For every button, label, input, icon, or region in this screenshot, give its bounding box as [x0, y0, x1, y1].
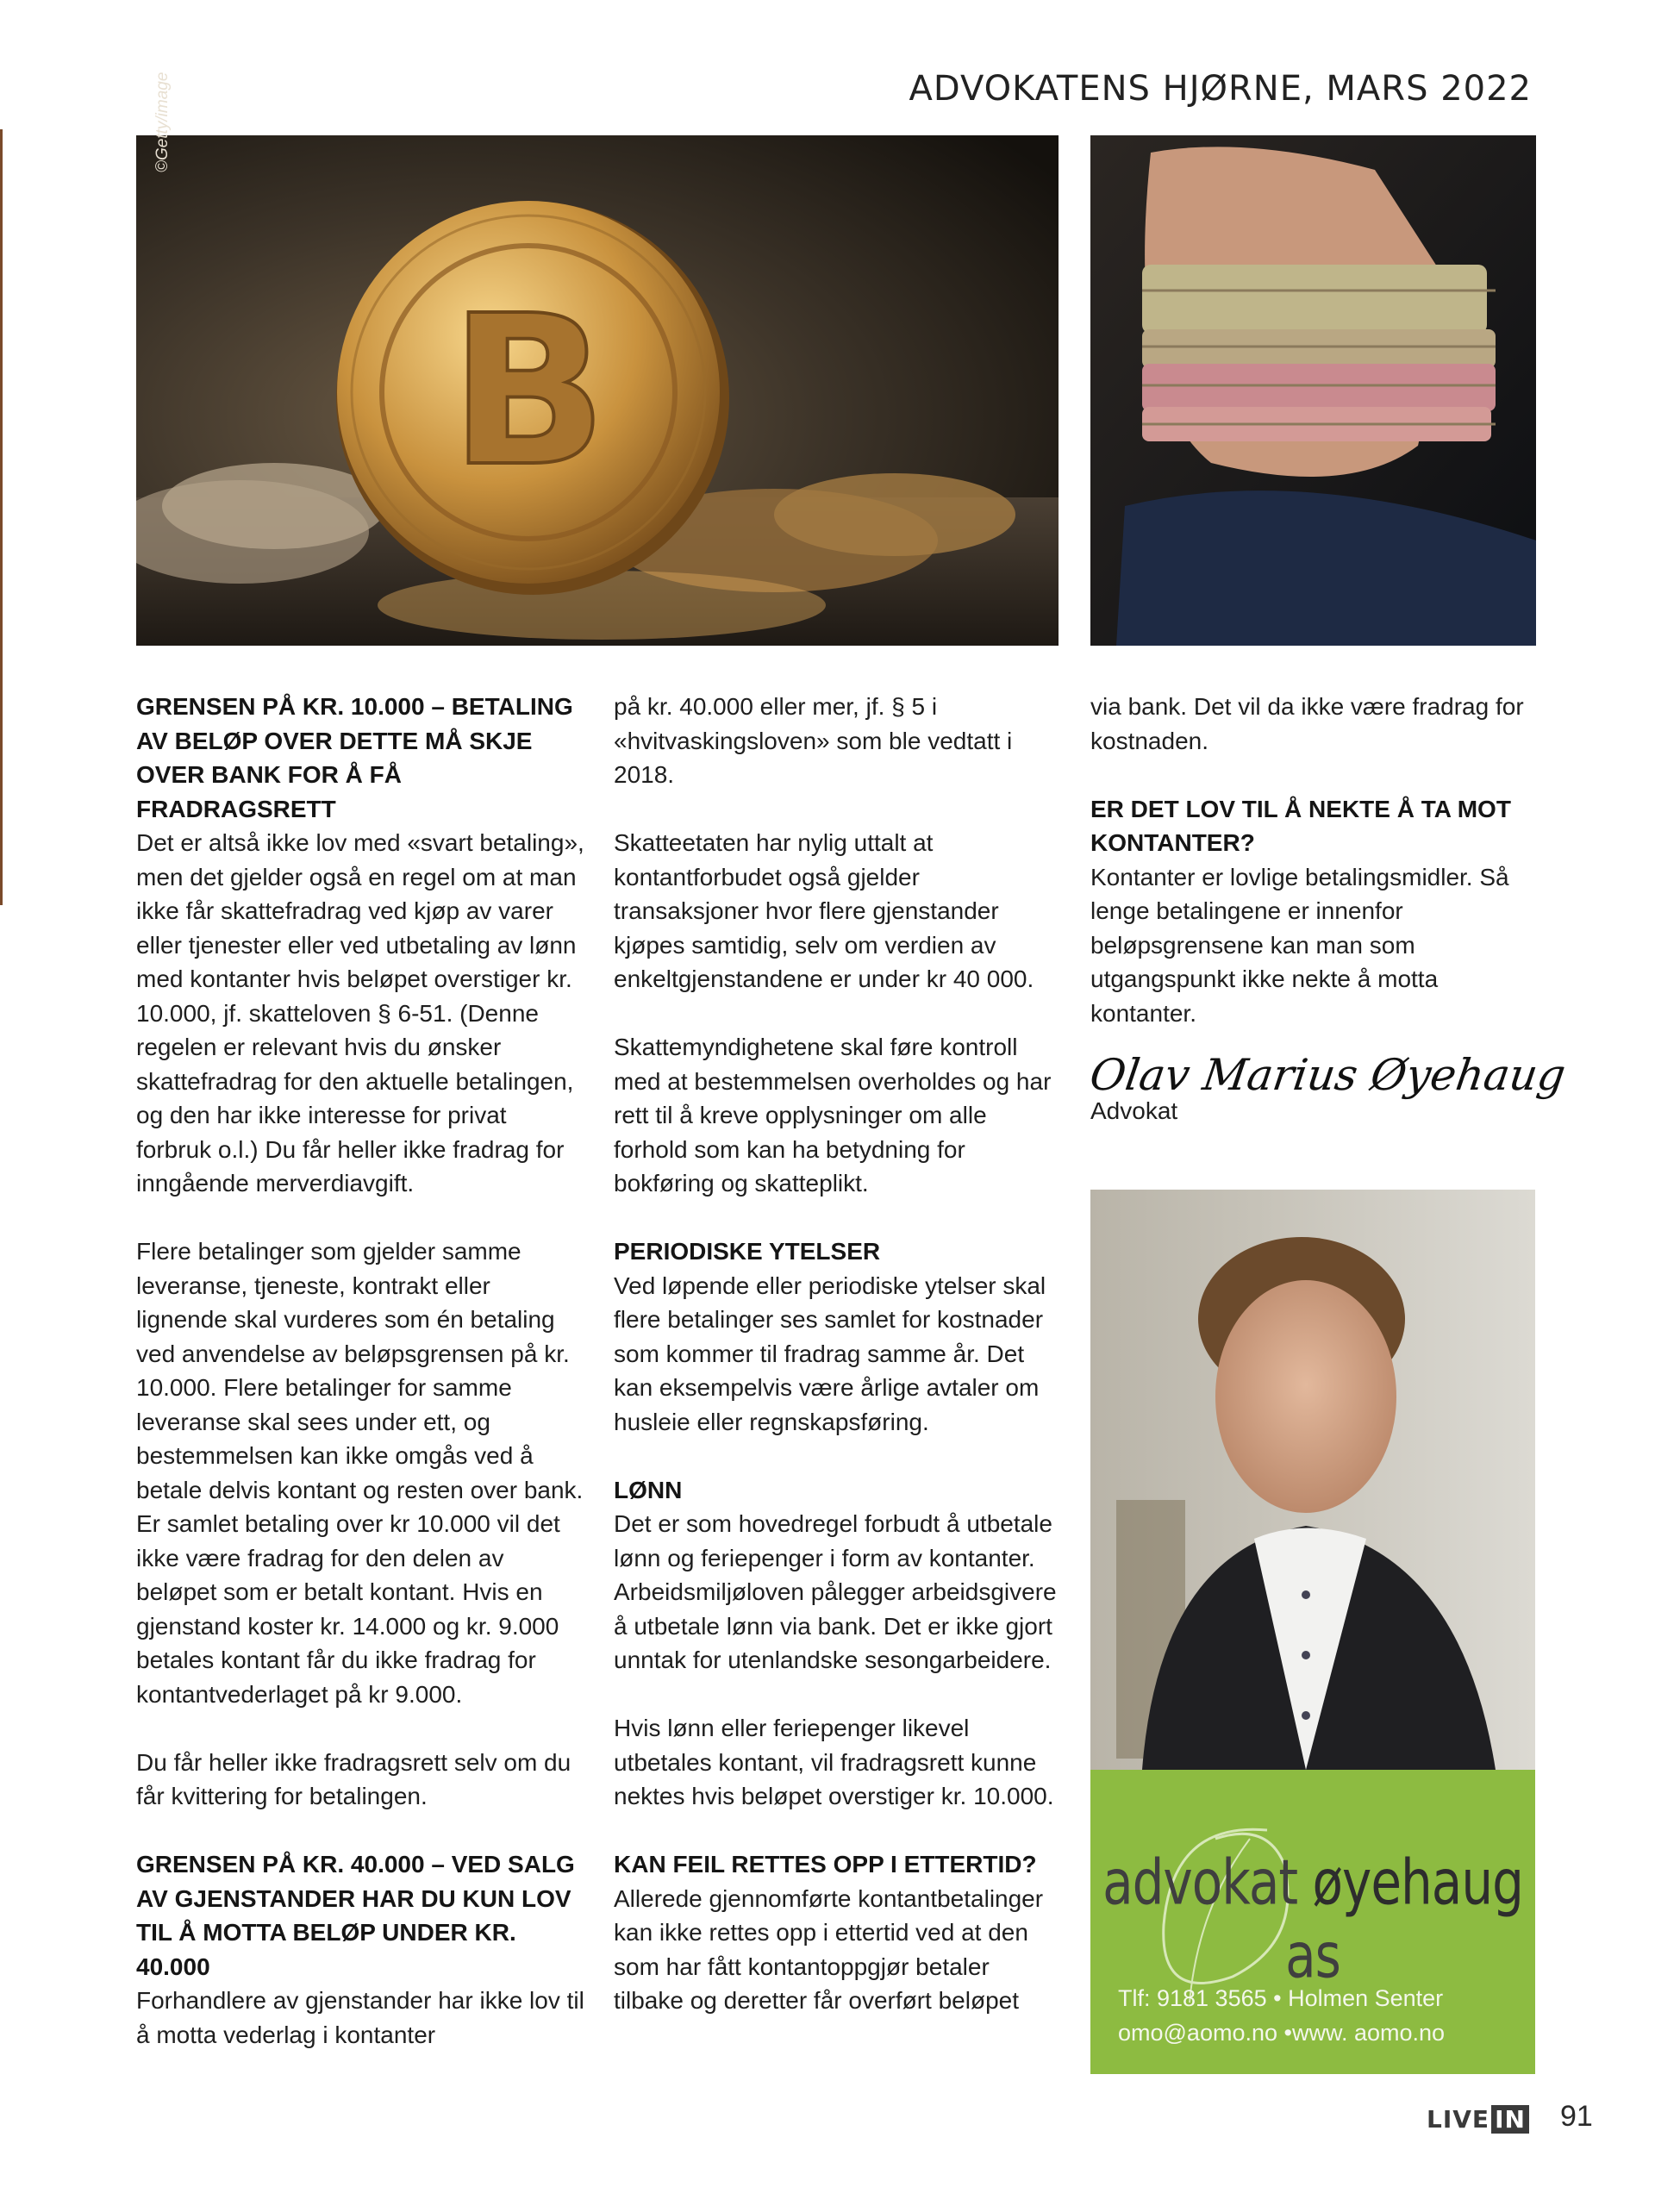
section-heading: GRENSEN PÅ KR. 40.000 – VED SALG AV GJENSTANDER HAR DU KUN LOV TIL Å MOTTA BELØP UNDER KR. 40.000: [136, 1851, 575, 1980]
paragraph: via bank. Det vil da ikke være fradrag for kostnaden.: [1090, 693, 1524, 754]
cash-stack-photo: [1090, 135, 1536, 646]
magazine-logo-text: LIVE: [1427, 2105, 1490, 2134]
author-portrait-photo: [1090, 1190, 1535, 1770]
logo-prefix: advokat: [1102, 1846, 1313, 1919]
paragraph: Skattemyndighetene skal føre kontroll med at bestemmelsen overholdes og har rett til å kreve opplysninger om alle forhold som kan ha betydning for bokføring og skatteplikt.: [614, 1034, 1052, 1197]
law-firm-advertisement: [1090, 1770, 1535, 2074]
section-heading: ER DET LOV TIL Å NEKTE Å TA MOT KONTANTER?: [1090, 795, 1511, 856]
magazine-logo: [1427, 2105, 1529, 2134]
logo-suffix: as: [1285, 1919, 1340, 1992]
contact-email-web: omo@aomo.no •www. aomo.no: [1118, 2020, 1446, 2046]
bitcoin-photo: [136, 135, 1059, 646]
paragraph: Kontanter er lovlige betalingsmidler. Så lenge betalingene er innenfor beløpsgrensene kan man som utgangspunkt ikke nekte å motta kontanter.: [1090, 863, 1509, 1027]
magazine-logo-badge: IN: [1491, 2105, 1529, 2134]
article-column-1: [136, 690, 584, 2052]
page-header-title: ADVOKATENS HJØRNE, MARS 2022: [909, 69, 1532, 109]
contact-phone-address: Tlf: 9181 3565 • Holmen Senter: [1118, 1985, 1444, 2011]
article-column-2: [614, 690, 1062, 2018]
paragraph: Det er altså ikke lov med «svart betaling», men det gjelder også en regel om at man ikke får skattefradrag ved kjøp av varer eller tjenester eller ved utbetaling av lønn med kontanter hvis beløpet overstiger kr. 10.000, jf. skatteloven § 6-51. (Denne regelen er relevant hvis du ønsker skattefradrag for den aktuelle betalingen, og den har ikke interesse for privat forbruk o.l.) Du får heller ikke fradrag for inngående merverdiavgift.: [136, 829, 584, 1197]
page-number: 91: [1560, 2100, 1593, 2133]
section-heading: PERIODISKE YTELSER: [614, 1238, 881, 1265]
paragraph: Skatteetaten har nylig uttalt at kontantforbudet også gjelder transaksjoner hvor flere gjenstander kjøpes samtidig, selv om verdien av enkeltgjenstandene er under kr 40 000.: [614, 829, 1034, 992]
paragraph: Hvis lønn eller feriepenger likevel utbetales kontant, vil fradragsrett kunne nektes hvis beløpet overstiger kr. 10.000.: [614, 1715, 1054, 1809]
paragraph: Ved løpende eller periodiske ytelser skal flere betalinger ses samlet for kostnader som kommer til fradrag samme år. Det kan eksempelvis være årlige avtaler om husleie eller regnskapsføring.: [614, 1272, 1046, 1435]
section-heading: KAN FEIL RETTES OPP I ETTERTID?: [614, 1851, 1037, 1878]
svg-text:B: B: [449, 271, 608, 512]
photo-credit: ©Getty/image: [153, 72, 172, 172]
page-edge-strip: [0, 129, 3, 905]
logo-name: øyehaug: [1312, 1846, 1523, 1919]
paragraph: på kr. 40.000 eller mer, jf. § 5 i «hvitvaskingsloven» som ble vedtatt i 2018.: [614, 693, 1013, 788]
law-firm-logo: [1090, 1846, 1535, 1992]
paragraph: Det er som hovedregel forbudt å utbetale lønn og feriepenger i form av kontanter. Arbeidsmiljøloven pålegger arbeidsgivere å utbetale lønn via bank. Det er ikke gjort unntak for utenlandske sesongarbeidere.: [614, 1510, 1057, 1673]
section-heading: LØNN: [614, 1476, 683, 1503]
paragraph: Du får heller ikke fradragsrett selv om du får kvittering for betalingen.: [136, 1748, 571, 1809]
section-heading: GRENSEN PÅ KR. 10.000 – BETALING AV BELØP OVER DETTE MÅ SKJE OVER BANK FOR Å FÅ FRADRAGSRETT: [136, 693, 573, 822]
signature-role: Advokat: [1090, 1097, 1178, 1124]
paragraph: Allerede gjennomførte kontantbetalinger kan ikke rettes opp i ettertid ved at den som har fått kontantoppgjør betaler tilbake og deretter får overført beløpet: [614, 1884, 1044, 2014]
article-column-3: [1090, 690, 1539, 1030]
paragraph: Flere betalinger som gjelder samme leveranse, tjeneste, kontrakt eller lignende skal vurderes som én betaling ved anvendelse av beløpsgrensen på kr. 10.000. Flere betalinger for samme leveranse skal sees under ett, og bestemmelsen kan ikke omgås ved å betale delvis kontant og resten over bank. Er samlet betaling over kr 10.000 vil det ikke være fradrag for den delen av beløpet som er betalt kontant. Hvis en gjenstand koster kr. 14.000 og kr. 9.000 betales kontant får du ikke fradrag for kontantvederlaget på kr 9.000.: [136, 1238, 584, 1708]
signature: Olav Marius Øyehaug: [1086, 1050, 1569, 1100]
paragraph: Forhandlere av gjenstander har ikke lov til å motta vederlag i kontanter: [136, 1987, 584, 2048]
